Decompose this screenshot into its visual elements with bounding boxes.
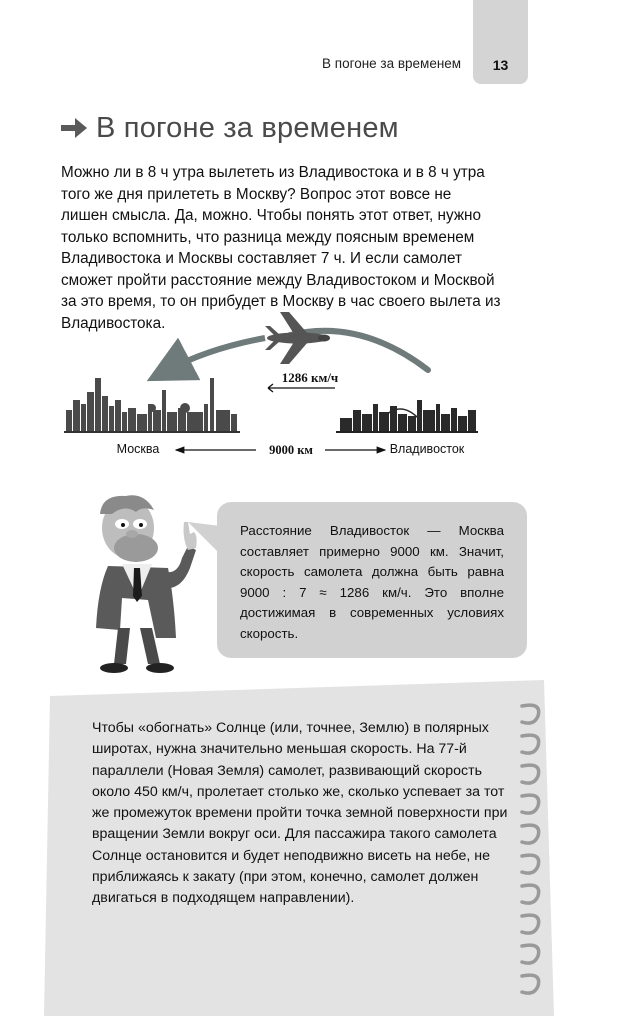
flight-illustration (60, 300, 480, 470)
vladivostok-skyline (340, 400, 476, 432)
page-number: 13 (492, 57, 509, 73)
professor-character (78, 488, 218, 678)
flight-arc-head (168, 338, 265, 370)
note-text: Чтобы «обогнать» Солнце (или, точнее, Землю) в полярных широтах, нужна значительно меньшая скорость. На 77-й параллели (Новая Земля) самолет, развивающий скорость около 450 км/ч, пролетает столько же, сколько успевает за тот же промежуток времени пройти точка земной поверхности при вращении Земли вокруг оси. Для пассажира такого самолета Солнце остановится и будет неподвижно висеть на небе, не приближаясь к закату (при этом, конечно, самолет должен двигаться в подходящем направлении). (92, 720, 508, 907)
arrow-right-icon (60, 116, 88, 140)
bubble-text: Расстояние Владивосток — Москва составляет примерно 9000 км. Значит, скорость самолета должна быть равна 9000 : 7 ≈ 1286 км/ч. Это вполне достижимая в современных условиях скорость. (240, 523, 504, 641)
running-header-title: В погоне за временем (322, 56, 462, 71)
section-title: В погоне за временем (96, 111, 399, 144)
speed-label: 1286 км/ч (281, 370, 339, 385)
city-right-label: Владивосток (389, 442, 465, 456)
speed-underline (268, 384, 335, 392)
intro-paragraph: Можно ли в 8 ч утра вылететь из Владивостока и в 8 ч утра того же дня прилететь в Москву? Вопрос этот вовсе не лишен смысла. Да, можно. Чтобы понять этот ответ, нужно только вспомнить, что разница между поясным временем Владивостока и Москвы составляет 7 ч. И если самолет сможет пройти расстояние между Владивостоком и Москвой за это время, то он прибудет в Москву в час своего вылета из Владивостока. (61, 164, 501, 332)
distance-label: 9000 км (269, 443, 313, 457)
airplane-icon (265, 312, 330, 364)
speech-bubble-tail (186, 520, 220, 560)
city-left-label: Москва (116, 442, 160, 456)
section-heading (60, 108, 399, 148)
page-number-tab (473, 0, 528, 84)
moscow-skyline (66, 378, 237, 432)
